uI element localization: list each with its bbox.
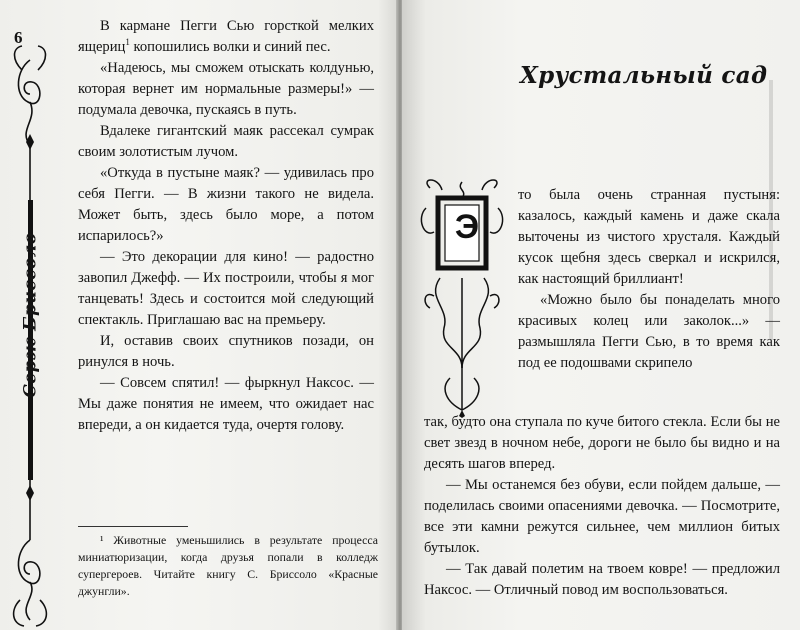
paragraph: «Надеюсь, мы сможем отыскать колдунью, которая вернет им нормальные размеры!» — подумала девочка, пускаясь в путь. [78, 60, 374, 118]
paragraph: так, будто она ступала по куче битого стекла. Если бы не свет звезд в ночном небе, дороги не было бы видно и на десять шагов вперед. [424, 414, 780, 472]
page-number: 6 [14, 28, 23, 47]
paragraph: — Совсем спятил! — фыркнул Наксос. — Мы даже понятия не имеем, что ожидает нас впереди, а он кидается туда, очертя голову. [78, 375, 374, 433]
footnote-text: ¹ Животные уменьшились в результате процесса миниатюризации, когда друзья попали в колледж супергероев. Читайте книгу С. Бриссоло «Красные джунгли». [78, 533, 378, 598]
paragraph: И, оставив своих спутников позади, он ринулся в ночь. [78, 333, 374, 370]
paragraph: — Так давай полетим на твоем ковре! — предложил Наксос. — Отличный повод им воспользоваться. [424, 561, 780, 598]
footnote [78, 532, 378, 600]
footnote-marker: 1 [125, 37, 130, 48]
right-text-column-bottom [424, 412, 780, 601]
left-page [0, 0, 398, 630]
paragraph: «Можно было бы понаделать много красивых колец или заколок...» — размышляла Пегги Сью, в то время как под ее подошвами скрипело [518, 292, 780, 371]
right-text-column-top [518, 185, 780, 374]
running-head [4, 200, 58, 430]
paragraph: — Это декорации для кино! — радостно завопил Джефф. — Их построили, чтобы я мог танцевать! Здесь и состоится мой следующий спектакль. Приглашаю вас на премьеру. [78, 249, 374, 328]
paragraph: «Откуда в пустыне маяк? — удивилась про себя Пегги. — В жизни такого не видела. Может быть, здесь было море, а потом испарилось?» [78, 165, 374, 244]
chapter-title: Хрустальный сад [520, 62, 768, 89]
paragraph: — Мы останемся без обуви, если пойдем дальше, — поделилась своими опасениями девочка. — Посмотрите, все эти камни режутся сильнее, чем миллион битых бутылок. [424, 477, 780, 556]
footnote-rule [78, 526, 188, 527]
paragraph: В кармане Пегги Сью горсткой мелких ящериц$^1$ копошились волки и синий пес. [78, 18, 374, 55]
paragraph: Вдалеке гигантский маяк рассекал сумрак своим золотистым лучом. [78, 123, 374, 160]
left-text-column [78, 16, 374, 436]
running-head-author: Серж Бриссоло [21, 232, 42, 398]
paragraph: то была очень странная пустыня: казалось, каждый камень и даже скала выточены из чистого хрусталя. Каждый кусок щебня здесь сверкал и искрился, как настоящий бриллиант! [518, 187, 780, 287]
drop-cap-letter: Э [454, 208, 480, 246]
